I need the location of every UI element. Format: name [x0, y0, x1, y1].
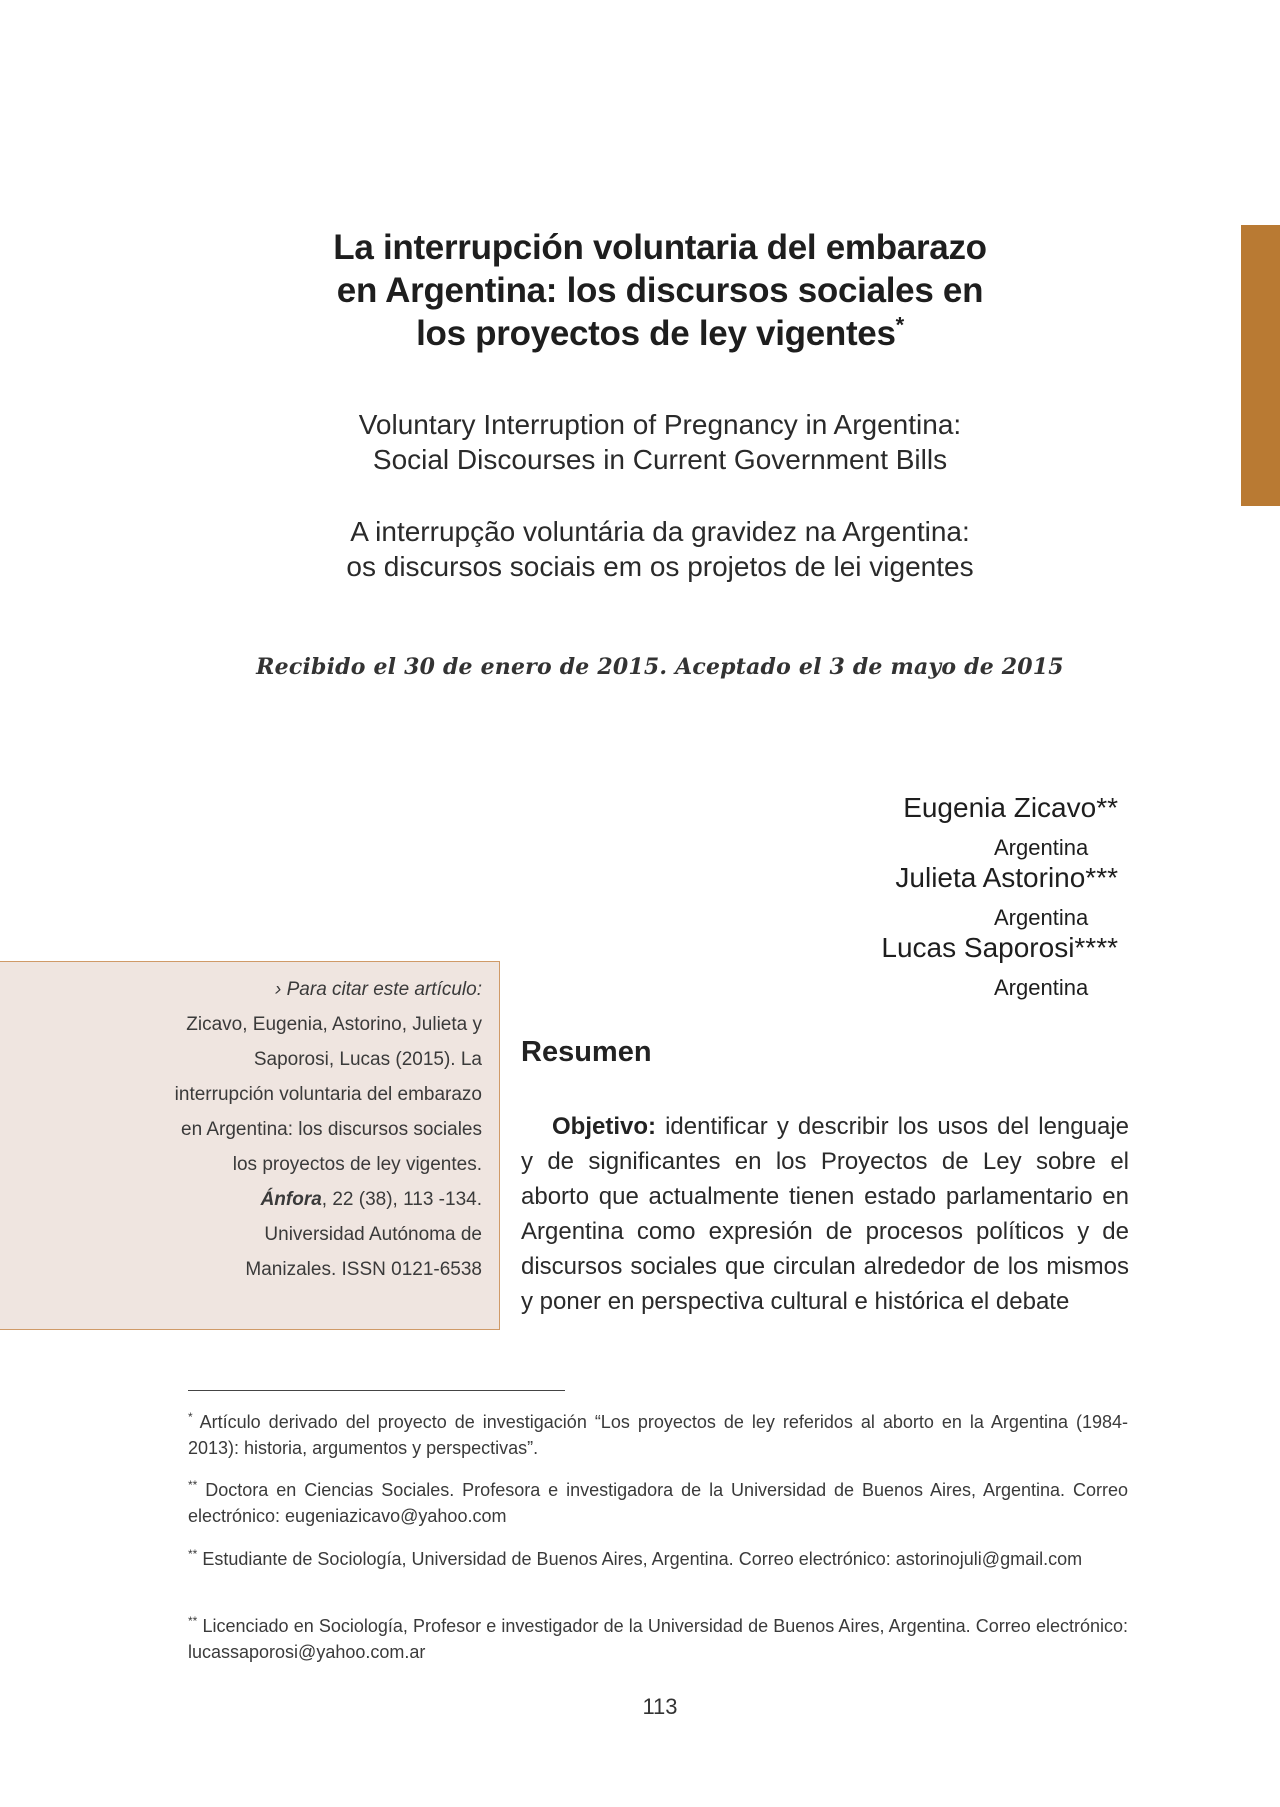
title-line-text: los proyectos de ley vigentes	[416, 314, 896, 353]
footnote-text: Artículo derivado del proyecto de investigación “Los proyectos de ley referidos al aborto en la Argentina (1984-2013): historia, argumentos y perspectivas”.	[188, 1412, 1128, 1458]
footnote	[188, 1404, 1128, 1461]
author-country: Argentina	[994, 905, 1089, 930]
article-title	[200, 226, 1120, 355]
title-line	[200, 312, 1120, 355]
title-line: en Argentina: los discursos sociales en	[336, 271, 984, 310]
footnote	[188, 1541, 1128, 1572]
english-title-line: Social Discourses in Current Government Bills	[372, 444, 948, 475]
footnote	[188, 1472, 1128, 1529]
author-country: Argentina	[994, 975, 1089, 1000]
citation-body: Zicavo, Eugenia, Astorino, Julieta y Saporosi, Lucas (2015). La interrupción voluntaria del embarazo en Argentina: los discursos sociales los proyectos de ley vigentes.	[174, 1014, 482, 1175]
citation-heading: › Para citar este artículo:	[275, 979, 482, 1000]
author-name: Lucas Saporosi****	[881, 932, 1118, 963]
abstract-heading: Resumen	[521, 1036, 652, 1068]
chapter-side-tab	[1241, 225, 1280, 506]
footnote-text: Estudiante de Sociología, Universidad de Buenos Aires, Argentina. Correo electrónico: astorinojuli@gmail.com	[197, 1549, 1083, 1569]
portuguese-title	[200, 514, 1120, 584]
footnote-text: Licenciado en Sociología, Profesor e investigador de la Universidad de Buenos Aires, Argentina. Correo electrónico: lucassaporosi@yahoo.com.ar	[188, 1616, 1128, 1662]
page-number: 113	[642, 1694, 678, 1719]
author-name: Eugenia Zicavo**	[903, 792, 1118, 823]
author-country: Argentina	[994, 835, 1089, 860]
portuguese-title-line: os discursos sociais em os projetos de lei vigentes	[346, 551, 974, 582]
footnote-marker: **	[188, 1547, 198, 1561]
english-title	[200, 407, 1120, 477]
portuguese-title-line: A interrupção voluntária da gravidez na Argentina:	[350, 516, 970, 547]
citation-box	[0, 961, 500, 1330]
footnote-marker: **	[188, 1614, 198, 1628]
received-accepted-dates: Recibido el 30 de enero de 2015. Aceptado el 3 de mayo de 2015	[256, 654, 1064, 680]
english-title-line: Voluntary Interruption of Pregnancy in Argentina:	[358, 409, 962, 440]
footnote-marker: **	[188, 1478, 198, 1492]
footnote-text: Doctora en Ciencias Sociales. Profesora e investigadora de la Universidad de Buenos Aires, Argentina. Correo electrónico: eugeniazicavo@yahoo.com	[188, 1480, 1128, 1526]
citation-text	[172, 972, 482, 1287]
citation-journal: Ánfora	[260, 1189, 322, 1210]
abstract-paragraph	[521, 1109, 1129, 1319]
footnote-marker: *	[188, 1410, 193, 1424]
author-name: Julieta Astorino***	[895, 862, 1118, 893]
footnote	[188, 1608, 1128, 1665]
title-line: La interrupción voluntaria del embarazo	[333, 228, 987, 267]
abstract-label: Objetivo:	[552, 1113, 657, 1140]
abstract-text: identificar y describir los usos del lenguaje y de significantes en los Proyectos de Ley sobre el aborto que actualmente tienen estado parlamentario en Argentina como expresión de procesos políticos y de discursos sociales que circulan alrededor de los mismos y poner en perspectiva cultural e histórica el debate	[521, 1113, 1129, 1315]
citation-body-end: , 22 (38), 113 -134. Universidad Autónoma de Manizales. ISSN 0121-6538	[245, 1189, 482, 1280]
title-footnote-marker: *	[895, 312, 904, 338]
footnote-divider	[188, 1390, 565, 1391]
